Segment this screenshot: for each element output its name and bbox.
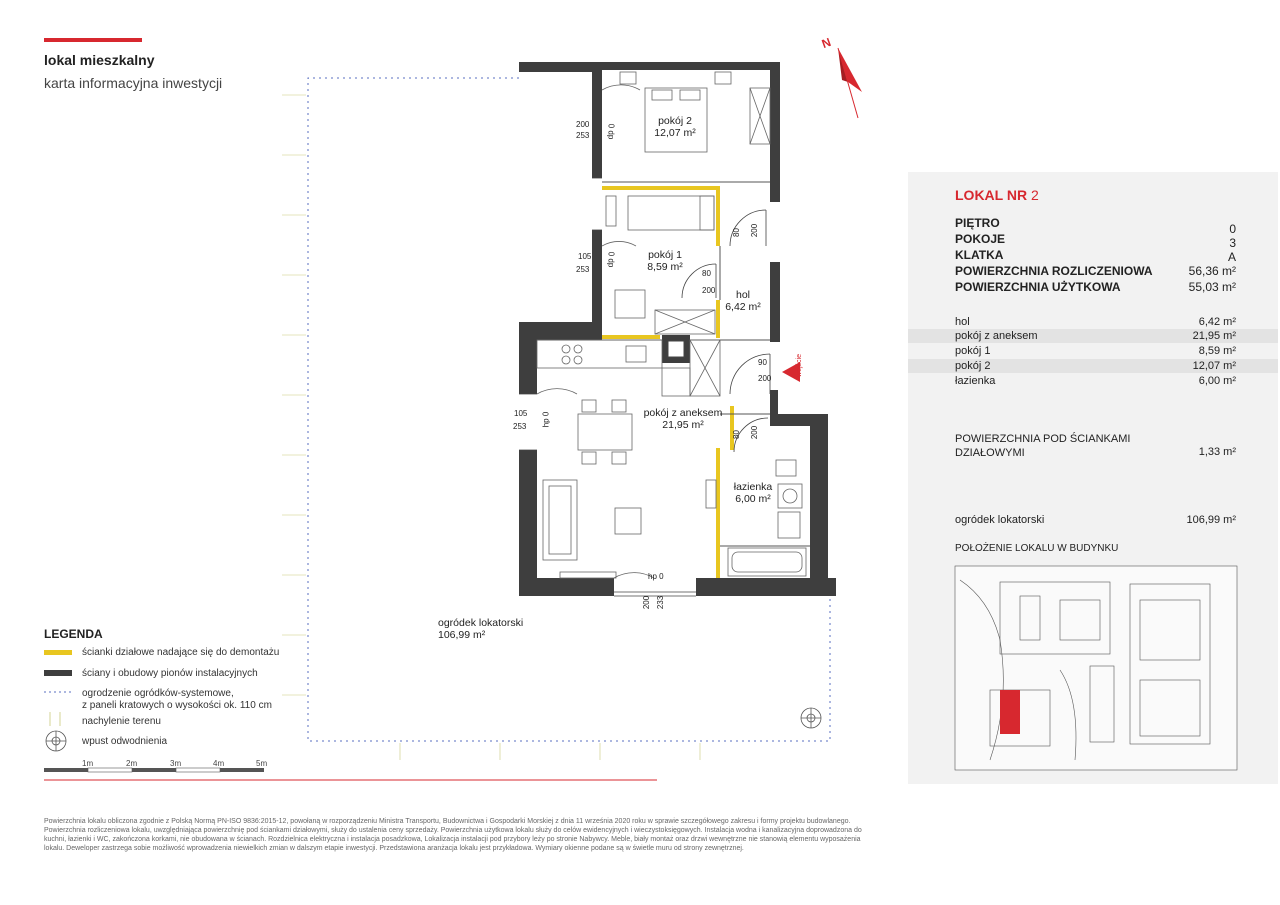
scale-label-1m: 1m — [82, 759, 94, 768]
minimap-unit-highlight — [1000, 690, 1020, 734]
spec-label-rooms: POKOJE — [955, 232, 1006, 246]
entrance-label: wejście — [795, 354, 803, 377]
lokal-label: LOKAL NR — [955, 187, 1028, 203]
spec-value-usable-area: 55,03 m² — [1188, 280, 1236, 294]
room-lazienka-name: łazienka — [733, 481, 773, 493]
door2-width: 80 — [702, 269, 711, 278]
spec-label-billing-area: POWIERZCHNIA ROZLICZENIOWA — [955, 264, 1153, 278]
window4-width: 200 — [642, 595, 652, 610]
legal-footnote: Powierzchnia lokalu obliczona zgodnie z Polską Normą PN-ISO 9836:2015-12, powołaną w rozporządzeniu Ministra Transportu, Budownictwa i Gospodarki Morskiej z dnia 11 września 2020 roku w sprawie szczegółowego zakresu i formy projektu budowlanego. Powierzchnia rozliczeniowa lokalu, uwzględniająca powierzchnię pod ściankami działowymi, służy do ustalenia ceny sprzedaży. Powierzchnia użytkowa lokalu służy do celów ewidencyjnych i wieczystoksięgowych. Instalacja wodna i kanalizacyjna doprowadzona do kuchni, łazienki i WC, zakończona korkami, nie obudowana w ścianach. Rozdzielnica elektryczna i instalacja posadzkowa, Lokalizacja instalacji pod przybory leży po stronie Nabywcy. Meble, biały montaż oraz drzwi wewnętrzne nie stanowią elementu wyposażenia lokalu. Deweloper zastrzega sobie możliwość wprowadzenia niewielkich zmian w dalszym etapie inwestycji. Przedstawiona aranżacja lokalu jest przykładowa. Wymiary okienne podane są w świetle muru od strony zewnętrznej. — [44, 818, 862, 852]
scale-label-5m: 5m — [256, 759, 268, 768]
door3-height: 200 — [758, 374, 772, 383]
window-marks — [519, 178, 696, 596]
room-list-value-pokoj1: 8,59 m² — [1198, 345, 1236, 357]
room-lazienka-area: 6,00 m² — [735, 493, 771, 505]
spec-value-stairwell: A — [1227, 250, 1236, 264]
room-pokoj2 — [640, 115, 710, 139]
room-list-value-aneks: 21,95 m² — [1192, 330, 1236, 342]
document-subtitle: karta informacyjna inwestycji — [44, 75, 223, 91]
legend-item-walls: ściany i obudowy pionów instalacyjnych — [82, 668, 258, 679]
window2-height: 253 — [576, 265, 590, 274]
legend-drain-icon — [46, 731, 66, 751]
terrain-slope-marks — [282, 95, 700, 760]
door2-height: 200 — [702, 286, 716, 295]
window4-height: 233 — [656, 595, 666, 610]
legend-item-fence-2: z paneli kratowych o wysokości ok. 110 cm — [82, 700, 272, 711]
structural-walls — [519, 62, 836, 596]
demountable-walls — [602, 186, 734, 578]
under-walls-value: 1,33 m² — [1198, 446, 1236, 458]
room-pokoj1 — [630, 249, 700, 273]
garden-label: ogródek lokatorski — [955, 514, 1045, 526]
room-lazienka — [726, 481, 780, 505]
window3-height: 253 — [513, 422, 527, 431]
legend-yellow-swatch — [44, 650, 72, 655]
furniture-living-kitchen — [537, 340, 720, 578]
room-pokoj2-area: 12,07 m² — [654, 127, 696, 139]
lokal-number: 2 — [1030, 187, 1039, 203]
door1-width: 80 — [731, 228, 741, 237]
spec-label-stairwell: KLATKA — [955, 248, 1004, 262]
window3-width: 105 — [514, 409, 528, 418]
scale-bar — [44, 768, 264, 772]
lokal-number-title — [955, 187, 1039, 203]
spec-value-rooms: 3 — [1229, 236, 1236, 250]
location-title: POŁOŻENIE LOKALU W BUDYNKU — [955, 543, 1119, 554]
room-list-value-pokoj2: 12,07 m² — [1192, 360, 1236, 372]
room-hol — [716, 289, 770, 313]
room-pokoj2-name: pokój 2 — [658, 115, 692, 127]
room-list-label-pokoj2: pokój 2 — [955, 360, 991, 372]
garden-fence — [308, 78, 830, 741]
legend-title: LEGENDA — [44, 627, 103, 641]
door3-width: 90 — [758, 358, 767, 367]
legend-item-drain: wpust odwodnienia — [82, 736, 168, 747]
north-arrow — [838, 48, 862, 118]
scale-label-2m: 2m — [126, 759, 138, 768]
room-list-value-hol: 6,42 m² — [1198, 316, 1236, 328]
furniture-bathroom — [706, 460, 806, 576]
spec-value-billing-area: 56,36 m² — [1188, 264, 1236, 278]
legend-dark-swatch — [44, 670, 72, 676]
under-walls-label-line1: POWIERZCHNIA POD ŚCIANKAMI — [955, 433, 1131, 445]
compass-label: N — [819, 34, 833, 52]
spec-value-floor: 0 — [1229, 222, 1236, 236]
room-aneks — [640, 407, 726, 431]
legend-item-slope: nachylenie terenu — [82, 716, 161, 727]
under-walls-label-line2: DZIAŁOWYMI — [955, 447, 1025, 459]
room-list-label-pokoj1: pokój 1 — [955, 345, 991, 357]
window1-height: 253 — [576, 131, 590, 140]
legend-item-demountable: ścianki działowe nadające się do demontażu — [82, 647, 280, 658]
garden-value: 106,99 m² — [1186, 514, 1236, 526]
furniture-bedroom2 — [602, 72, 770, 152]
window1-width: 200 — [576, 120, 590, 129]
door4-height: 200 — [750, 425, 760, 440]
spec-label-floor: PIĘTRO — [955, 216, 1000, 230]
room-aneks-area: 21,95 m² — [662, 419, 704, 431]
room-hol-name: hol — [735, 289, 750, 301]
room-pokoj1-area: 8,59 m² — [647, 261, 683, 273]
room-ogrodek — [438, 617, 548, 641]
room-list-label-hol: hol — [955, 316, 970, 328]
drain-icon — [801, 708, 821, 728]
scale-label-4m: 4m — [213, 759, 225, 768]
room-list-label-lazienka: łazienka — [955, 375, 996, 387]
location-minimap — [955, 566, 1237, 770]
room-ogrodek-name: ogródek lokatorski — [438, 617, 524, 629]
room-list-value-lazienka: 6,00 m² — [1198, 375, 1236, 387]
scale-label-3m: 3m — [170, 759, 182, 768]
legend-item-fence-1: ogrodzenie ogródków-systemowe, — [82, 688, 234, 699]
window2-sill: 0 dp — [606, 251, 616, 268]
room-list-label-aneks: pokój z aneksem — [955, 330, 1038, 342]
window4-sill: hp 0 — [648, 572, 664, 581]
window2-width: 105 — [578, 252, 592, 261]
room-pokoj1-name: pokój 1 — [648, 249, 682, 261]
room-ogrodek-area: 106,99 m² — [438, 629, 486, 641]
spec-label-usable-area: POWIERZCHNIA UŻYTKOWA — [955, 280, 1121, 294]
door4-width: 80 — [731, 430, 741, 439]
room-hol-area: 6,42 m² — [725, 301, 761, 313]
window1-sill: 0 dp — [606, 123, 616, 140]
room-aneks-name: pokój z aneksem — [643, 407, 723, 419]
window3-sill: hp 0 — [541, 411, 551, 428]
document-title: lokal mieszkalny — [44, 52, 155, 68]
door1-height: 200 — [750, 223, 760, 238]
